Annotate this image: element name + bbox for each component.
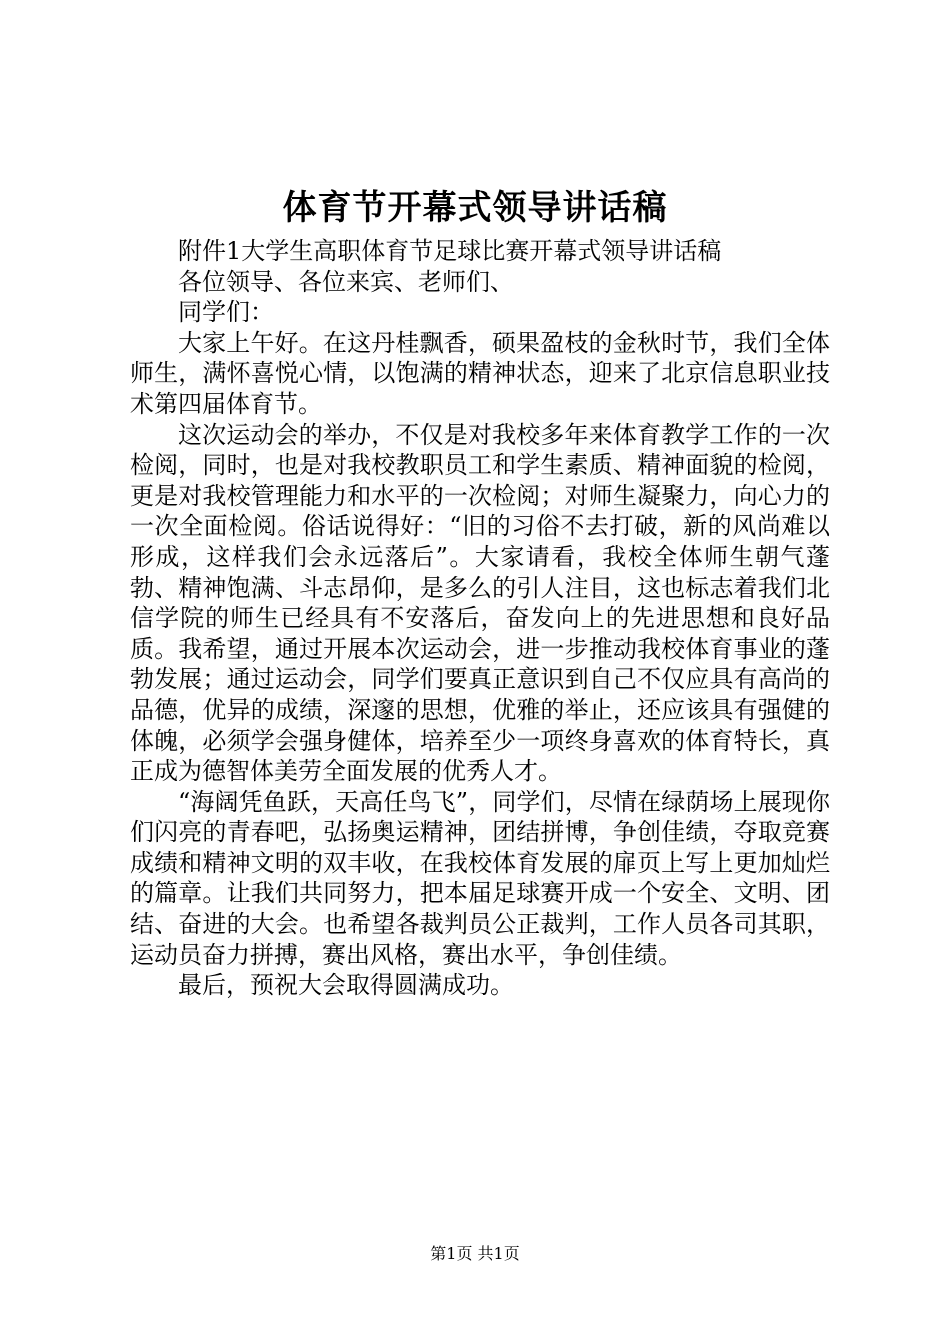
- closing-paragraph: 最后，预祝大会取得圆满成功。: [178, 971, 514, 1000]
- document-body: [130, 236, 830, 1001]
- attachment-line: 附件1大学生高职体育节足球比赛开幕式领导讲话稿: [178, 237, 722, 265]
- document-title: 体育节开幕式领导讲话稿: [282, 188, 668, 228]
- salutation-line: 同学们：: [178, 298, 274, 327]
- salutation-line: 各位领导、各位来宾、老师们、: [178, 267, 514, 296]
- body-paragraph: 这次运动会的举办，不仅是对我校多年来体育教学工作的一次检阅，同时，也是对我校教职员工和学生素质、精神面貌的检阅，更是对我校管理能力和水平的一次检阅；对师生凝聚力，向心力的一次全面检阅。俗话说得好：“旧的习俗不去打破，新的风尚难以形成，这样我们会永远落后”。大家请看，我校全体师生朝气蓬勃、精神饱满、斗志昂仰，是多么的引人注目，这也标志着我们北信学院的师生已经具有不安落后，奋发向上的先进思想和良好品质。我希望，通过开展本次运动会，进一步推动我校体育事业的蓬勃发展；通过运动会，同学们要真正意识到自己不仅应具有高尚的品德，优异的成绩，深邃的思想，优雅的举止，还应该具有强健的体魄，必须学会强身健体，培养至少一项终身喜欢的体育特长，真正成为德智体美劳全面发展的优秀人才。: [130, 420, 830, 786]
- body-paragraph: “海阔凭鱼跃，天高任鸟飞”，同学们，尽情在绿荫场上展现你们闪亮的青春吧，弘扬奥运精神，团结拼博，争创佳绩，夺取竞赛成绩和精神文明的双丰收，在我校体育发展的扉页上写上更加灿烂的篇章。让我们共同努力，把本届足球赛开成一个安全、文明、团结、奋进的大会。也希望各裁判员公正裁判，工作人员各司其职，运动员奋力拼搏，赛出风格，赛出水平，争创佳绩。: [130, 787, 830, 969]
- body-paragraph: 大家上午好。在这丹桂飘香，硕果盈枝的金秋时节，我们全体师生，满怀喜悦心情，以饱满的精神状态，迎来了北京信息职业技术第四届体育节。: [130, 328, 830, 418]
- page-footer: 第1页 共1页: [430, 1244, 520, 1263]
